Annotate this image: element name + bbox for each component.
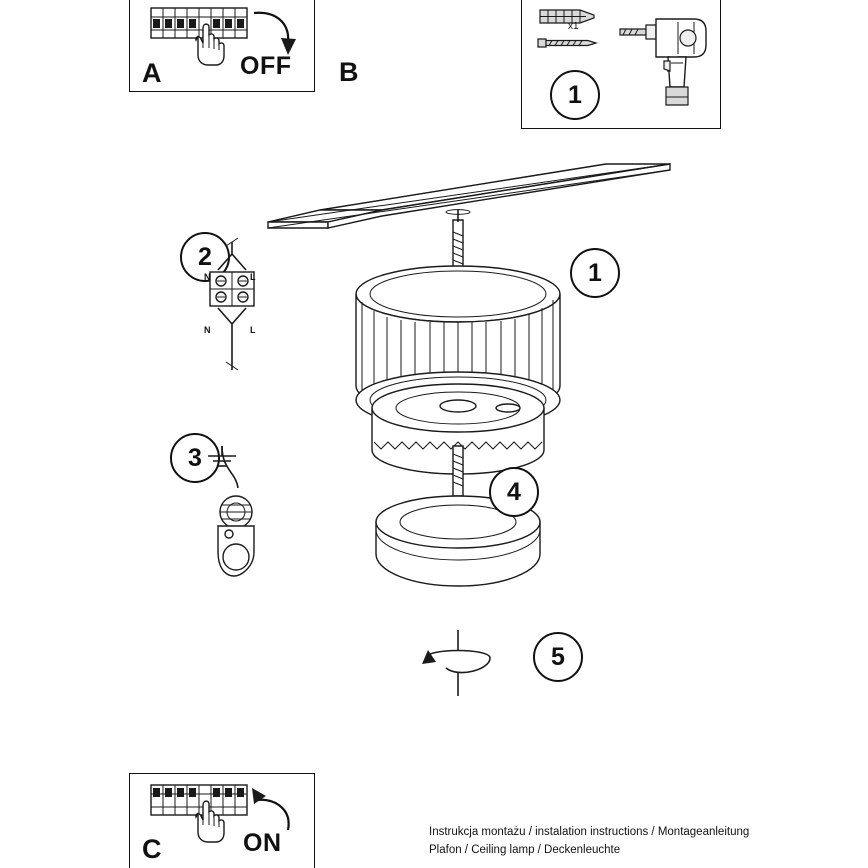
final-rotation-twist [422,630,490,696]
section-letter-c: C [142,834,162,864]
callout-step-1-panel-number: 1 [568,80,582,109]
callout-step-1-panel [550,70,600,120]
terminal-label-l-top: L [250,272,256,282]
callout-main-1-number: 1 [588,258,602,287]
terminal-label-n-bottom: N [204,325,211,335]
terminal-label-n-top: N [204,272,211,282]
section-letter-a: A [142,58,162,88]
callout-main-4-number: 4 [507,477,521,506]
callout-main-5-number: 5 [551,642,565,671]
footer-line-2: Plafon / Ceiling lamp / Deckenleuchte [429,843,621,856]
terminal-block-hand-icon-c [146,780,256,864]
screw-icon [536,35,602,51]
switch-off-label: OFF [240,52,292,80]
arrow-down-icon-a [248,7,308,59]
footer-instruction-text [429,824,849,860]
callout-main-5 [533,632,583,682]
ceiling-mounting-plate [268,164,670,228]
switch-on-label: ON [243,829,282,857]
quantity-label: x1 [568,21,579,32]
arrow-up-icon-c [248,784,308,836]
callout-main-1 [570,248,620,298]
callout-step-3-number: 3 [188,443,202,472]
callout-step-2-number: 2 [198,242,212,271]
ground-screw-head [220,496,252,528]
earth-ground-connector-icon [196,430,268,582]
footer-line-1: Instrukcja montażu / instalation instructions / Montageanleitung [429,826,750,838]
panel-step-1-parts [521,0,721,129]
wire-connector-terminal-icon [196,236,270,376]
main-assembly-drawing [250,150,670,730]
section-letter-b: B [339,57,359,87]
callout-main-4 [489,467,539,517]
power-drill-icon [618,13,714,117]
terminal-label-l-bottom: L [250,325,256,335]
